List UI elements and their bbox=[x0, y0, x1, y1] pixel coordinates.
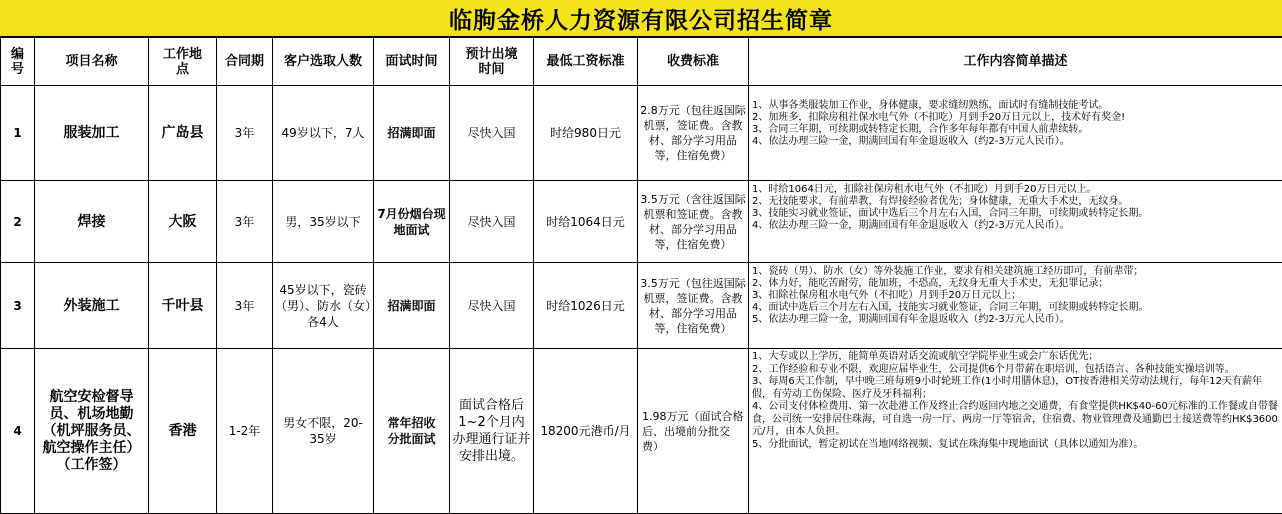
page-title: 临朐金桥人力资源有限公司招生简章 bbox=[0, 0, 1282, 37]
row-desc bbox=[749, 349, 1282, 514]
desc-line: 2、无技能要求，有前辈教，有焊接经验者优先；身体健康，无重大手术史，无纹身。 bbox=[752, 196, 1129, 207]
row-people: 男，35岁以下 bbox=[273, 181, 374, 263]
row-fee: 3.5万元（包往返国际机票，签证费。含教材、部分学习用品等，住宿免费） bbox=[638, 263, 749, 349]
row-departure: 面试合格后1~2个月内办理通行证并安排出境。 bbox=[450, 349, 534, 514]
table-row bbox=[1, 263, 1282, 349]
row-departure: 尽快入国 bbox=[450, 86, 534, 181]
row-no: 4 bbox=[1, 349, 35, 514]
row-no: 2 bbox=[1, 181, 35, 263]
row-fee: 3.5万元（含往返国际机票和签证费。含教材、部分学习用品等，住宿免费） bbox=[638, 181, 749, 263]
row-contract: 3年 bbox=[217, 181, 273, 263]
row-location: 广岛县 bbox=[149, 86, 217, 181]
desc-line: 2、加班多，扣除房租社保水电气外（不扣吃）月到手20万日元以上，技术好有奖金! bbox=[752, 112, 1126, 123]
desc-line: 2、工作经验和专业不限，欢迎应届毕业生，公司提供6个月带薪在职培训，包括语言、各种技能实操培训等。 bbox=[752, 363, 1235, 375]
row-people: 男女不限，20-35岁 bbox=[273, 349, 374, 514]
row-wage: 时给1064日元 bbox=[534, 181, 638, 263]
row-departure: 尽快入国 bbox=[450, 181, 534, 263]
row-interview: 招满即面 bbox=[374, 263, 450, 349]
desc-line: 4、依法办理三险一金，期满回国有年金退返收入（约2-3万元人民币）。 bbox=[752, 136, 1070, 147]
header-people: 客户选取人数 bbox=[273, 38, 374, 86]
row-fee: 1.98万元（面试合格后、出境前分批交费） bbox=[638, 349, 749, 514]
desc-line: 3、合同三年期，可续期或转特定长期，合作多年每年都有中国人前辈续转。 bbox=[752, 124, 1089, 135]
desc-line: 1、大专或以上学历，能简单英语对话交流或航空学院毕业生或会广东话优先； bbox=[752, 351, 1099, 362]
row-project: 服装加工 bbox=[35, 86, 149, 181]
desc-line: 4、公司支付体检费用、第一次赴港工作及终止合约返回内地之交通费，有食堂提供HK$40-60元标准的工作餐或自带餐食，公司统一安排居住珠海，可自选一房一厅、两房一厅等宿舍，住宿费、物业管理费及通勤巴士接送费等约HK$3600元/月，由本人负担。 bbox=[752, 401, 1278, 437]
row-interview: 招满即面 bbox=[374, 86, 450, 181]
desc-line: 3、技能实习就业签证，面试中选后三个月左右入国，合同三年期，可续期或转特定长期。 bbox=[752, 208, 1149, 219]
row-desc bbox=[749, 181, 1282, 263]
desc-line: 5、分批面试，暂定初试在当地网络视频、复试在珠海集中现地面试（具体以通知为准）。 bbox=[752, 438, 1144, 450]
row-people: 45岁以下，瓷砖（男）、防水（女）各4人 bbox=[273, 263, 374, 349]
row-desc bbox=[749, 86, 1282, 181]
row-people: 49岁以下，7人 bbox=[273, 86, 374, 181]
desc-line: 1、从事各类服装加工作业，身体健康，要求缝纫熟练，面试时有缝制技能考试。 bbox=[752, 100, 1109, 111]
desc-line: 4、面试中选后三个月左右入国，技能实习就业签证，合同三年期，可续期或转特定长期。 bbox=[752, 302, 1149, 313]
desc-line: 4、依法办理三险一金，期满回国有年金退返收入（约2-3万元人民币）。 bbox=[752, 220, 1070, 231]
row-departure: 尽快入国 bbox=[450, 263, 534, 349]
desc-line: 1、时给1064日元，扣除社保房租水电气外（不扣吃）月到手20万日元以上。 bbox=[752, 184, 1097, 195]
row-interview: 7月份烟台现地面试 bbox=[374, 181, 450, 263]
header-departure: 预计出境时间 bbox=[450, 38, 534, 86]
row-location: 香港 bbox=[149, 349, 217, 514]
table-row bbox=[1, 181, 1282, 263]
row-no: 3 bbox=[1, 263, 35, 349]
table-row bbox=[1, 349, 1282, 514]
desc-line: 1、瓷砖（男）、防水（女）等外装施工作业，要求有相关建筑施工经历即可，有前辈带； bbox=[752, 266, 1144, 277]
desc-line: 3、扣除社保房租水电气外（不扣吃）月到手20万日元以上； bbox=[752, 290, 1022, 301]
desc-line: 3、每周6天工作制，早中晚三班每班9小时轮班工作(1小时用膳休息)，OT按香港相关劳动法规行，每年12天有薪年假，有劳动工伤保险、医疗及牙科福利； bbox=[752, 376, 1262, 400]
row-contract: 1-2年 bbox=[217, 349, 273, 514]
row-location: 千叶县 bbox=[149, 263, 217, 349]
header-row bbox=[1, 38, 1282, 86]
row-contract: 3年 bbox=[217, 263, 273, 349]
header-fee: 收费标准 bbox=[638, 38, 749, 86]
header-no: 编号 bbox=[1, 38, 35, 86]
row-fee: 2.8万元（包往返国际机票，签证费。含教材、部分学习用品等，住宿免费） bbox=[638, 86, 749, 181]
row-project: 外装施工 bbox=[35, 263, 149, 349]
header-project: 项目名称 bbox=[35, 38, 149, 86]
desc-line: 5、依法办理三险一金，期满回国有年金退返收入（约2-3万元人民币）。 bbox=[752, 314, 1070, 325]
table-row bbox=[1, 86, 1282, 181]
row-wage: 时给1026日元 bbox=[534, 263, 638, 349]
row-location: 大阪 bbox=[149, 181, 217, 263]
header-contract: 合同期 bbox=[217, 38, 273, 86]
row-wage: 时给980日元 bbox=[534, 86, 638, 181]
row-wage: 18200元港币/月 bbox=[534, 349, 638, 514]
desc-line: 2、体力好，能吃苦耐劳，能加班，不恐高，无纹身无重大手术史，无犯罪记录； bbox=[752, 278, 1109, 289]
header-interview: 面试时间 bbox=[374, 38, 450, 86]
row-desc bbox=[749, 263, 1282, 349]
row-contract: 3年 bbox=[217, 86, 273, 181]
header-location: 工作地点 bbox=[149, 38, 217, 86]
row-interview: 常年招收分批面试 bbox=[374, 349, 450, 514]
header-wage: 最低工资标准 bbox=[534, 38, 638, 86]
row-no: 1 bbox=[1, 86, 35, 181]
row-project: 航空安检督导员、机场地勤（机坪服务员、航空操作主任）（工作签） bbox=[35, 349, 149, 514]
row-project: 焊接 bbox=[35, 181, 149, 263]
header-desc: 工作内容简单描述 bbox=[749, 38, 1282, 86]
recruitment-table bbox=[0, 37, 1282, 514]
